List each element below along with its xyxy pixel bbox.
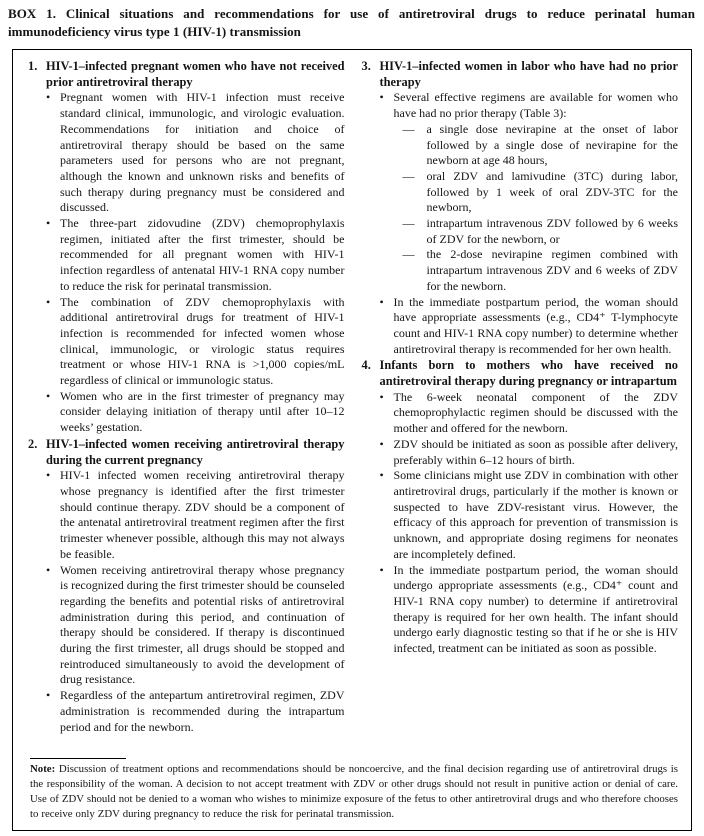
dash-marker: — xyxy=(402,216,415,231)
document-page xyxy=(0,5,704,836)
list-item xyxy=(46,295,345,389)
footnote-separator xyxy=(30,758,126,759)
bullet-list xyxy=(28,468,345,735)
list-item xyxy=(380,437,679,468)
section-number: 3. xyxy=(361,59,371,73)
footnote xyxy=(30,762,678,822)
bullet-list xyxy=(28,90,345,435)
list-item xyxy=(46,688,345,735)
bullet-marker: • xyxy=(46,294,51,309)
sub-list-item xyxy=(403,122,679,169)
list-item-text: ZDV should be initiated as soon as possible after delivery, preferably within 6–12 hours of birth. xyxy=(393,436,678,467)
bullet-marker: • xyxy=(46,388,51,403)
sub-item-text: the 2-dose nevirapine regimen combined with intrapartum intravenous ZDV and 6 weeks of ZDV for the newborn. xyxy=(426,247,678,293)
list-item xyxy=(46,90,345,216)
bullet-marker: • xyxy=(379,468,384,483)
bullet-marker: • xyxy=(379,436,384,451)
list-item-text: Women receiving antiretroviral therapy whose pregnancy is recognized during the first trimester should be counseled regarding the benefits and potential risks of antiretroviral administration during this period, and continuation of therapy should be considered. If therapy is discontinued during the first trimester, all drugs should be stopped and reintroduced simultaneously to avoid the development of drug resistance. xyxy=(60,562,345,687)
sub-list-item xyxy=(403,216,679,247)
section-heading-row xyxy=(28,437,345,468)
list-item-text: The 6-week neonatal component of the ZDV chemoprophylactic regimen should be discussed with the mother and offered for the newborn. xyxy=(393,389,678,436)
list-item xyxy=(380,563,679,657)
bullet-marker: • xyxy=(46,468,51,483)
dash-marker: — xyxy=(402,168,415,183)
left-column xyxy=(28,59,345,752)
list-item-text: Women who are in the first trimester of pregnancy may consider delaying initiation of therapy until after 10–12 weeks’ gestation. xyxy=(60,388,345,435)
footnote-text: Discussion of treatment options and recommendations should be noncoercive, and the final decision regarding use of antiretroviral drugs is the responsibility of the woman. A decision to not accept treatment with ZDV or other drugs should not result in punitive action or denial of care. Use of ZDV should not be denied to a woman who wishes to minimize exposure of the fetus to other antiretroviral drugs and who therefore chooses to receive only ZDV during pregnancy to reduce the risk for perinatal transmission. xyxy=(30,763,678,821)
sub-item-text: a single dose nevirapine at the onset of labor followed by a single dose of nevirapine for the newborn at age 48 hours, xyxy=(426,121,678,168)
section-heading-row xyxy=(362,358,679,389)
list-item-text: The combination of ZDV chemoprophylaxis with additional antiretroviral drugs for treatment of HIV-1 infection is recommended for infected women whose clinical, immunologic, or virologic status requires treatment or whose HIV-1 RNA is >1,000 copies/mL regardless of clinical or immunologic status. xyxy=(60,294,345,388)
list-item-text: The three-part zidovudine (ZDV) chemoprophylaxis regimen, initiated after the first trimester, should be recommended for all pregnant women with HIV-1 infection regardless of antenatal HIV-1 RNA copy number to reduce the risk for perinatal transmission. xyxy=(60,216,345,293)
bullet-marker: • xyxy=(379,562,384,577)
list-item-text: Some clinicians might use ZDV in combination with other antiretroviral drugs, particularly if the mother is known or suspected to have ZDV-resistant virus. However, the efficacy of this approach for prevention of transmission is unknown, and appropriate dosing regimens for neonates are incompletely defined. xyxy=(393,468,678,561)
section-2 xyxy=(28,437,345,735)
bullet-list xyxy=(362,390,679,657)
section-number: 2. xyxy=(28,436,38,451)
section-heading-row xyxy=(362,59,679,90)
two-column-layout xyxy=(28,59,678,752)
list-item xyxy=(46,389,345,436)
list-item xyxy=(380,295,679,358)
list-item xyxy=(380,468,679,562)
list-item xyxy=(46,468,345,562)
list-item-text: Regardless of the antepartum antiretroviral regimen, ZDV administration is recommended during the intrapartum period and for the newborn. xyxy=(60,688,345,734)
bullet-marker: • xyxy=(379,90,384,105)
list-item xyxy=(46,563,345,689)
section-3 xyxy=(362,59,679,357)
section-number: 4. xyxy=(361,358,371,373)
dash-marker: — xyxy=(402,247,415,262)
list-item-text: In the immediate postpartum period, the woman should undergo appropriate assessments (e.g., CD4⁺ count and HIV-1 RNA copy number) to determine if antiretroviral therapy is required for her own health. The infant should undergo early diagnostic testing so that if he or she is HIV infected, treatment can be initiated as soon as possible. xyxy=(393,562,678,656)
bullet-marker: • xyxy=(46,688,51,703)
section-heading: HIV-1–infected women receiving antiretroviral therapy during the current pregnancy xyxy=(46,436,345,467)
list-item xyxy=(380,390,679,437)
list-item-text: In the immediate postpartum period, the woman should have appropriate assessments (e.g., CD4⁺ T-lymphocyte count and HIV-1 RNA copy number) to determine whether antiretroviral therapy is recommended for her own health. xyxy=(393,294,678,356)
section-heading-row xyxy=(28,59,345,90)
list-item-body xyxy=(394,90,679,294)
section-number: 1. xyxy=(28,59,38,73)
sub-list-item xyxy=(403,247,679,294)
list-item xyxy=(380,90,679,294)
box-title: BOX 1. Clinical situations and recommendations for use of antiretroviral drugs to reduce perinatal human immunodeficiency virus type 1 (HIV-1) transmission xyxy=(8,6,695,39)
bullet-list xyxy=(362,90,679,357)
section-4 xyxy=(362,358,679,656)
box-border xyxy=(12,49,692,831)
bullet-marker: • xyxy=(46,562,51,577)
sub-list-item xyxy=(403,169,679,216)
footnote-label: Note: xyxy=(30,763,56,776)
section-heading: HIV-1–infected pregnant women who have not received prior antiretroviral therapy xyxy=(46,59,345,89)
bullet-marker: • xyxy=(46,90,51,105)
list-item xyxy=(46,216,345,295)
bullet-marker: • xyxy=(46,216,51,231)
section-heading: HIV-1–infected women in labor who have had no prior therapy xyxy=(379,59,678,89)
list-item-text: HIV-1 infected women receiving antiretroviral therapy whose pregnancy is identified after the first trimester should continue therapy. ZDV should be a component of the antenatal antiretroviral treatment regimen after the first trimester whenever possible, although this may not always be feasible. xyxy=(60,468,345,561)
bullet-marker: • xyxy=(379,294,384,309)
list-item-text: Pregnant women with HIV-1 infection must receive standard clinical, immunologic, and virologic evaluation. Recommendations for initiation and choice of antiretroviral therapy should be based on the same parameters used for persons who are not pregnant, although the known and unknown risks and benefits of such therapy during pregnancy must be considered and discussed. xyxy=(60,90,345,215)
list-item-text: Several effective regimens are available for women who have had no prior therapy (Table 3): xyxy=(393,90,678,121)
sub-item-text: intrapartum intravenous ZDV followed by 6 weeks of ZDV for the newborn, or xyxy=(426,216,678,246)
section-heading: Infants born to mothers who have received no antiretroviral therapy during pregnancy or intrapartum xyxy=(379,358,678,389)
section-1 xyxy=(28,59,345,436)
right-column xyxy=(362,59,679,752)
dash-marker: — xyxy=(402,121,415,136)
sub-item-text: oral ZDV and lamivudine (3TC) during labor, followed by 1 week of oral ZDV-3TC for the newborn, xyxy=(426,168,678,215)
bullet-marker: • xyxy=(379,389,384,404)
